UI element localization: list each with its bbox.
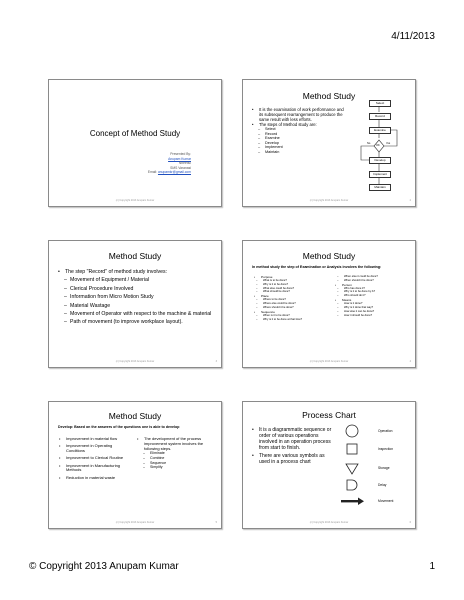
question-item: – Where else could be done?	[254, 302, 330, 306]
slide-footer: (c) Copyright 2013 Anupam Kumar	[309, 360, 349, 363]
category-person: • Person	[335, 283, 411, 287]
record-item: – Movement of Operator with respect to the machine & material	[58, 310, 216, 318]
slide-footer: (c) Copyright 2013 Anupam Kumar	[309, 521, 349, 524]
step-item: – Select	[256, 127, 344, 132]
slide-3	[48, 240, 222, 368]
flow-develop: Develop	[369, 157, 391, 164]
symbol-label-delay: Delay	[378, 483, 387, 487]
record-item: – Information from Micro Motion Study	[58, 293, 216, 301]
presenter-name: Anupam Kumar	[168, 156, 191, 161]
bullet: • It is the examination of work performance and its subsequent rearrangement to produce the same result with less efforts.	[252, 107, 344, 122]
flow-maintain: Maintain	[369, 184, 391, 191]
slide-footer: (c) Copyright 2013 Anupam Kumar	[115, 521, 155, 524]
flow-no: No	[367, 142, 371, 145]
page-number: 1	[429, 561, 435, 572]
movement-icon	[341, 498, 364, 506]
question-item: – Why is it to be done by A?	[335, 290, 411, 294]
flow-record: Record	[369, 113, 391, 120]
slide-number: 5	[215, 521, 217, 524]
bullet: • The development of the process improvement system involves the following steps.	[137, 437, 213, 451]
email-link[interactable]: anupamkr@gmail.com	[157, 170, 191, 175]
slide-number: 2	[409, 199, 411, 202]
operation-icon	[346, 425, 358, 437]
symbol-label-operation: Operation	[378, 429, 393, 433]
date: 4/11/2013	[391, 31, 435, 42]
step-item: – Record	[256, 132, 344, 137]
improvement-item: • Improvement to Clerical Routine	[59, 456, 131, 461]
category-means: • Means	[335, 298, 411, 302]
symbol-label-movement: Movement	[378, 499, 394, 503]
slide-footer: (c) Copyright 2013 Anupam Kumar	[115, 199, 155, 202]
bullet: • The steps of Method study are:	[252, 122, 344, 127]
symbol-label-inspection: Inspection	[378, 447, 394, 451]
process-step: – Combine	[141, 456, 213, 461]
process-step: – Eliminate	[141, 451, 213, 456]
slide-intro: Develop: Based on the answers of the questions one is able to develop	[58, 425, 180, 429]
slide-intro: In method study the step of Examination or Analysis involves the following:	[252, 265, 382, 269]
question-item: – Why is it to be done at that time?	[254, 318, 330, 322]
symbol-label-storage: Storage	[378, 466, 390, 470]
question-item: – Where should it be done?	[254, 306, 330, 310]
bullet: • There are various symbols as used in a process chart	[252, 453, 336, 465]
slide-1	[48, 79, 222, 207]
presenter-role: Nbeetsc	[178, 161, 191, 166]
flow-select: Select	[369, 100, 391, 107]
bullet: • The step "Record" of method study involves:	[58, 268, 216, 276]
examination-right-column	[335, 275, 411, 317]
slide-title: Method Study	[108, 251, 162, 261]
improvement-item: • Improvement in Operating Conditions	[59, 444, 131, 454]
inspection-icon	[347, 444, 357, 454]
question-item: – When is it to be done?	[254, 314, 330, 318]
slide-number: 4	[409, 360, 411, 363]
process-step: – Simplify	[141, 465, 213, 470]
develop-right-column	[137, 437, 213, 470]
improvement-item: • Reduction in material waste	[59, 476, 131, 481]
question-item: – How is it done?	[335, 302, 411, 306]
slide-footer: (c) Copyright 2013 Anupam Kumar	[309, 199, 349, 202]
question-item: – Why is it to be done?	[254, 283, 330, 287]
question-item: – When else it could be done?	[335, 275, 411, 279]
presenter-info	[148, 152, 191, 175]
presenter-email-line	[148, 170, 191, 175]
record-item: – Clerical Procedure Involved	[58, 285, 216, 293]
category-purpose: • Purpose	[254, 275, 330, 279]
flow-examine: Examine	[369, 127, 391, 134]
record-item: – Material Wastage	[58, 302, 216, 310]
slide-6	[242, 401, 416, 529]
question-item: – What is to be done?	[254, 279, 330, 283]
slide-title: Method Study	[108, 411, 162, 421]
delay-icon	[347, 480, 357, 490]
category-sequence: • Sequence	[254, 310, 330, 314]
record-item: – Path of movement (to improve workplace layout).	[58, 318, 216, 326]
presented-by-label: Presented By:	[170, 152, 191, 156]
copyright: © Copyright 2013 Anupam Kumar	[29, 561, 179, 572]
presenter-org: SMS Varanasi	[170, 165, 191, 170]
email-label: Email:	[147, 170, 158, 175]
category-place: • Place	[254, 294, 330, 298]
slide-footer: (c) Copyright 2013 Anupam Kumar	[115, 360, 155, 363]
question-item: – Who should do it?	[335, 294, 411, 298]
process-step: – Sequence	[141, 461, 213, 466]
question-item: – Who has done it?	[335, 287, 411, 291]
flow-ok: OK	[376, 144, 380, 147]
examination-left-column	[254, 275, 330, 321]
slide-number: 3	[215, 360, 217, 363]
slide-4	[242, 240, 416, 368]
slide-2	[242, 79, 416, 207]
question-item: – What else could be done?	[254, 287, 330, 291]
question-item: – How it should be done?	[335, 314, 411, 318]
question-item: – What should be done?	[254, 290, 330, 294]
question-item: – How else it can be done?	[335, 310, 411, 314]
question-item: – When should it be done?	[335, 279, 411, 283]
question-item: – Where to be done?	[254, 298, 330, 302]
develop-left-column	[59, 437, 131, 481]
question-item: – Why is it done that way?	[335, 306, 411, 310]
bullet: • It is a diagrammatic sequence or order of various operations involved in an operation process from start to finish.	[252, 427, 336, 451]
flow-yes: Yes	[386, 142, 391, 145]
slide-title: Method Study	[302, 251, 356, 261]
improvement-item: • Improvement in Manufacturing Methods	[59, 464, 131, 474]
slide-title: Method Study	[302, 91, 356, 101]
slide-title: Concept of Method Study	[89, 129, 181, 138]
slide-number: 6	[409, 521, 411, 524]
step-item: – Maintain	[256, 150, 344, 155]
step-item: – Develop	[256, 141, 344, 146]
slide-body	[58, 268, 216, 327]
improvement-item: • Improvement in material flow	[59, 437, 131, 442]
flow-implement: Implement	[369, 171, 391, 178]
slide-5	[48, 401, 222, 529]
slide-title: Process Chart	[302, 410, 356, 420]
step-item: – Implement	[256, 145, 344, 150]
process-symbols	[243, 402, 415, 528]
record-item: – Movement of Equipment / Material	[58, 276, 216, 284]
storage-icon	[346, 464, 358, 474]
step-item: – Examine	[256, 136, 344, 141]
